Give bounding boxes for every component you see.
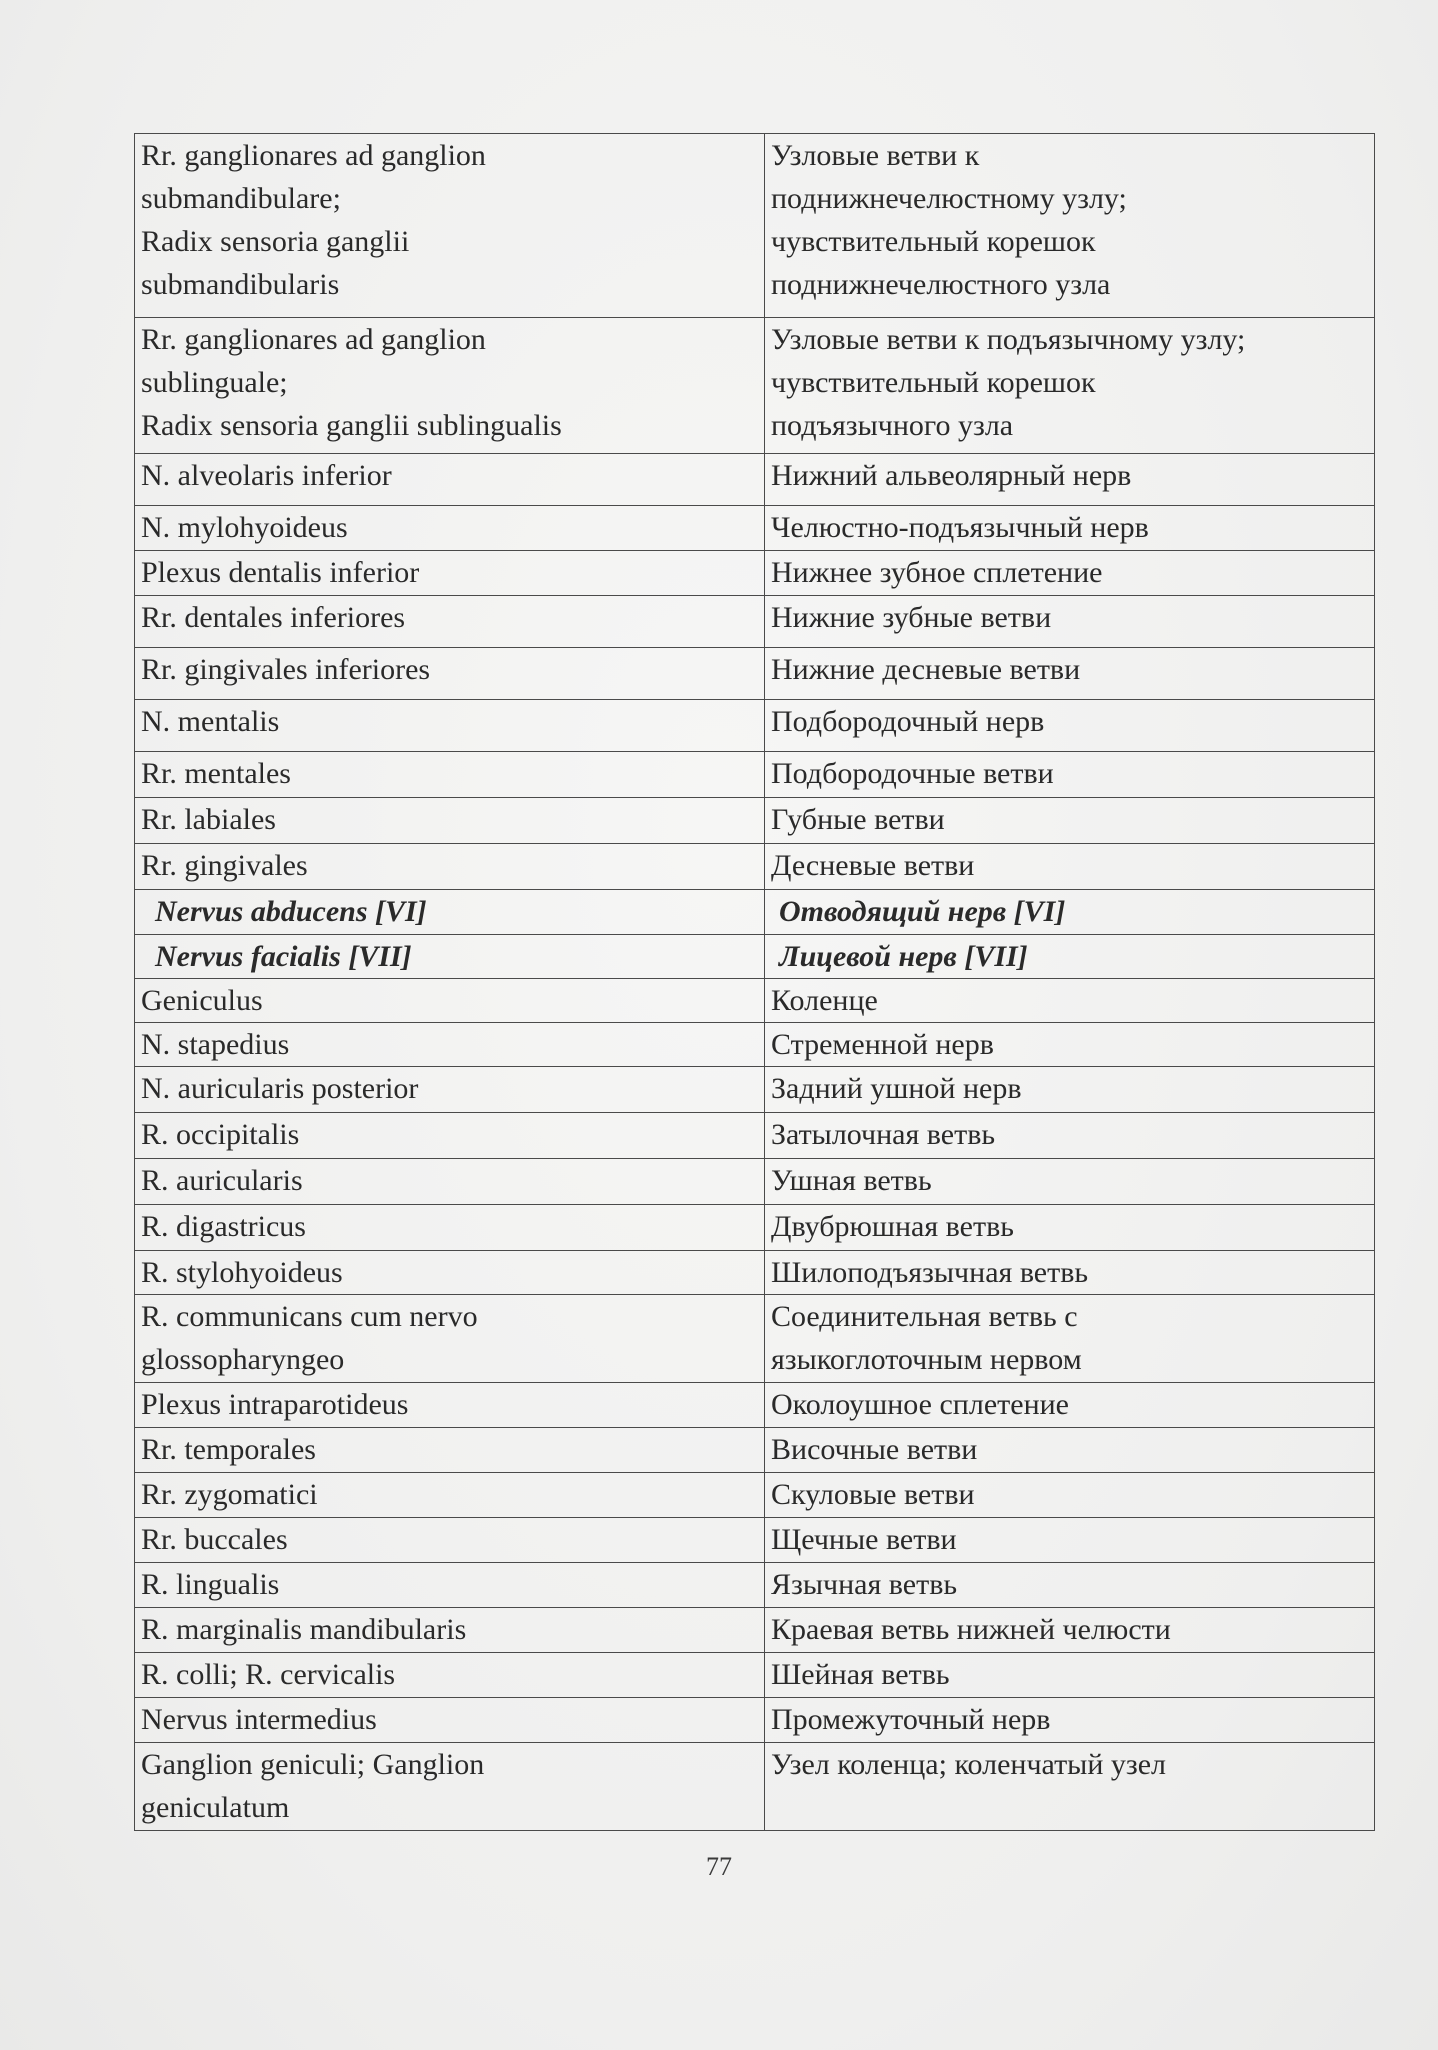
table-row xyxy=(135,1428,1375,1473)
table-row xyxy=(135,1518,1375,1563)
table-row xyxy=(135,798,1375,844)
table-row xyxy=(135,844,1375,890)
table-row xyxy=(135,551,1375,596)
russian-term-cell: Узловые ветви к поднижнечелюстному узлу; чувствительный корешок поднижнечелюстного узла xyxy=(765,134,1375,318)
table-row xyxy=(135,1383,1375,1428)
table-row xyxy=(135,648,1375,700)
russian-term-cell: Затылочная ветвь xyxy=(765,1113,1375,1159)
table-row xyxy=(135,752,1375,798)
latin-term-cell: Geniculus xyxy=(135,979,765,1023)
russian-term-cell: Нижние зубные ветви xyxy=(765,596,1375,648)
page-number: 77 xyxy=(706,1852,732,1881)
russian-term-cell: Ушная ветвь xyxy=(765,1159,1375,1205)
latin-term-cell: N. auricularis posterior xyxy=(135,1067,765,1113)
russian-term-cell: Краевая ветвь нижней челюсти xyxy=(765,1608,1375,1653)
latin-term-cell: R. lingualis xyxy=(135,1563,765,1608)
table-row xyxy=(135,1113,1375,1159)
russian-term-cell: Язычная ветвь xyxy=(765,1563,1375,1608)
table-row xyxy=(135,1653,1375,1698)
russian-term-cell: Коленце xyxy=(765,979,1375,1023)
latin-term-cell: N. mylohyoideus xyxy=(135,506,765,551)
latin-term-cell: Rr. dentales inferiores xyxy=(135,596,765,648)
russian-term-cell: Отводящий нерв [VI] xyxy=(765,890,1375,935)
table-row xyxy=(135,134,1375,318)
latin-term-cell: Rr. gingivales xyxy=(135,844,765,890)
latin-term-cell: Rr. ganglionares ad ganglion submandibulare; Radix sensoria ganglii submandibularis xyxy=(135,134,765,318)
table-row xyxy=(135,1295,1375,1383)
russian-term-cell: Узловые ветви к подъязычному узлу; чувствительный корешок подъязычного узла xyxy=(765,318,1375,454)
russian-term-cell: Соединительная ветвь с языкоглоточным нервом xyxy=(765,1295,1375,1383)
latin-term-cell: N. stapedius xyxy=(135,1023,765,1067)
latin-term-cell: Plexus intraparotideus xyxy=(135,1383,765,1428)
latin-term-cell: R. communicans cum nervo glossopharyngeo xyxy=(135,1295,765,1383)
anatomy-terms-table xyxy=(134,133,1375,1831)
latin-term-cell: R. occipitalis xyxy=(135,1113,765,1159)
table-row xyxy=(135,1563,1375,1608)
section-row xyxy=(135,890,1375,935)
russian-term-cell: Челюстно-подъязычный нерв xyxy=(765,506,1375,551)
russian-term-cell: Околоушное сплетение xyxy=(765,1383,1375,1428)
russian-term-cell: Подбородочный нерв xyxy=(765,700,1375,752)
latin-term-cell: Rr. zygomatici xyxy=(135,1473,765,1518)
table-row xyxy=(135,700,1375,752)
russian-term-cell: Височные ветви xyxy=(765,1428,1375,1473)
russian-term-cell: Щечные ветви xyxy=(765,1518,1375,1563)
russian-term-cell: Лицевой нерв [VII] xyxy=(765,935,1375,979)
russian-term-cell: Подбородочные ветви xyxy=(765,752,1375,798)
latin-term-cell: Nervus intermedius xyxy=(135,1698,765,1743)
russian-term-cell: Скуловые ветви xyxy=(765,1473,1375,1518)
latin-term-cell: Ganglion geniculi; Ganglion geniculatum xyxy=(135,1743,765,1831)
latin-term-cell: Rr. temporales xyxy=(135,1428,765,1473)
table-row xyxy=(135,1608,1375,1653)
russian-term-cell: Задний ушной нерв xyxy=(765,1067,1375,1113)
russian-term-cell: Нижний альвеолярный нерв xyxy=(765,454,1375,506)
latin-term-cell: Rr. labiales xyxy=(135,798,765,844)
latin-term-cell: Rr. mentales xyxy=(135,752,765,798)
russian-term-cell: Губные ветви xyxy=(765,798,1375,844)
russian-term-cell: Шилоподъязычная ветвь xyxy=(765,1251,1375,1295)
table-row xyxy=(135,979,1375,1023)
latin-term-cell: Rr. ganglionares ad ganglion sublinguale; Radix sensoria ganglii sublingualis xyxy=(135,318,765,454)
table-row xyxy=(135,1743,1375,1831)
table-row xyxy=(135,1067,1375,1113)
russian-term-cell: Шейная ветвь xyxy=(765,1653,1375,1698)
russian-term-cell: Узел коленца; коленчатый узел xyxy=(765,1743,1375,1831)
table-row xyxy=(135,454,1375,506)
table-row xyxy=(135,1473,1375,1518)
russian-term-cell: Промежуточный нерв xyxy=(765,1698,1375,1743)
table-row xyxy=(135,596,1375,648)
latin-term-cell: R. marginalis mandibularis xyxy=(135,1608,765,1653)
table-row xyxy=(135,1023,1375,1067)
latin-term-cell: R. colli; R. cervicalis xyxy=(135,1653,765,1698)
table-row xyxy=(135,1698,1375,1743)
latin-term-cell: R. digastricus xyxy=(135,1205,765,1251)
russian-term-cell: Стременной нерв xyxy=(765,1023,1375,1067)
table-row xyxy=(135,1251,1375,1295)
latin-term-cell: Nervus abducens [VI] xyxy=(135,890,765,935)
section-row xyxy=(135,935,1375,979)
russian-term-cell: Десневые ветви xyxy=(765,844,1375,890)
table-row xyxy=(135,506,1375,551)
russian-term-cell: Нижние десневые ветви xyxy=(765,648,1375,700)
latin-term-cell: Nervus facialis [VII] xyxy=(135,935,765,979)
table-row xyxy=(135,318,1375,454)
latin-term-cell: N. mentalis xyxy=(135,700,765,752)
latin-term-cell: N. alveolaris inferior xyxy=(135,454,765,506)
latin-term-cell: Rr. buccales xyxy=(135,1518,765,1563)
russian-term-cell: Нижнее зубное сплетение xyxy=(765,551,1375,596)
table-row xyxy=(135,1205,1375,1251)
table-row xyxy=(135,1159,1375,1205)
latin-term-cell: R. stylohyoideus xyxy=(135,1251,765,1295)
terms-table-body xyxy=(135,134,1375,1831)
latin-term-cell: Rr. gingivales inferiores xyxy=(135,648,765,700)
russian-term-cell: Двубрюшная ветвь xyxy=(765,1205,1375,1251)
latin-term-cell: Plexus dentalis inferior xyxy=(135,551,765,596)
latin-term-cell: R. auricularis xyxy=(135,1159,765,1205)
